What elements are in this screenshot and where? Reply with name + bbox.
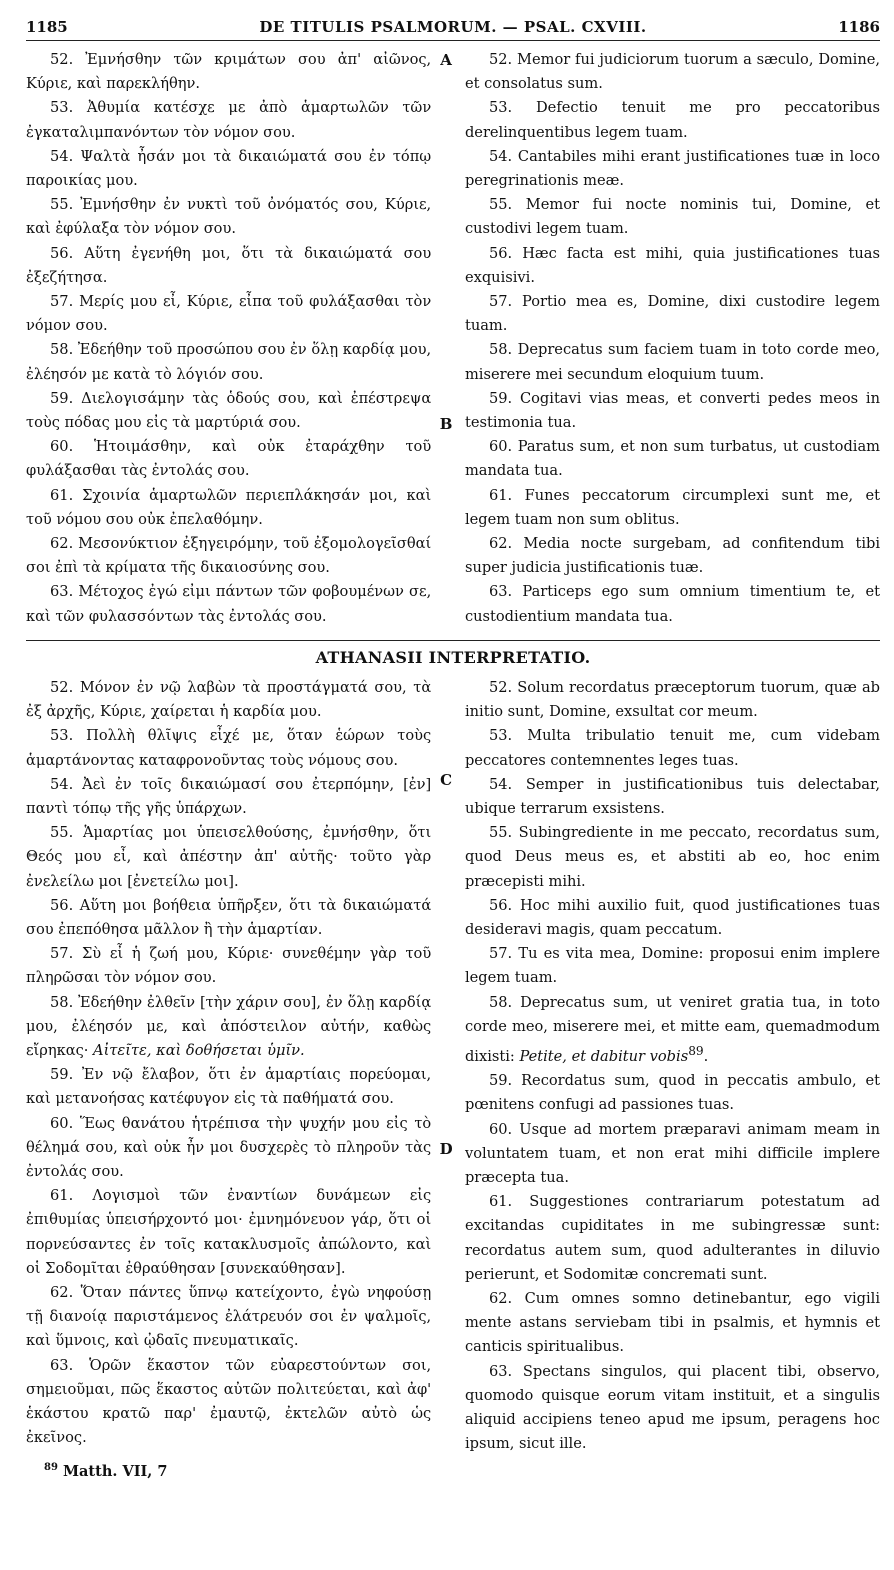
- latin-verse-53: 53. Multa tribulatio tenuit me, cum videbam peccatores contemnentes leges tuas.: [464, 727, 880, 769]
- greek-verse-60: 60. Ἡτοιμάσθην, καὶ οὐκ ἐταράχθην τοῦ φυλάξασθαι τὰς ἐντολάς σου.: [26, 438, 432, 480]
- latin-verse-55: 55. Subingrediente in me peccato, recordatus sum, quod Deus meus es, et abstiti ab eo, hoc enim præcepisti mihi.: [464, 824, 880, 890]
- running-header: [26, 16, 880, 38]
- latin-verse-56: 56. Hæc facta est mihi, quia justificationes tuas exquisivi.: [464, 244, 880, 286]
- header-title: DE TITULIS PSALMORUM. — PSAL. CXVIII.: [259, 18, 647, 36]
- latin-verse-60: 60. Paratus sum, et non sum turbatus, ut custodiam mandata tua.: [464, 438, 880, 480]
- latin-verse-58-end: .: [703, 1047, 709, 1065]
- greek-verse-53: 53. Ἀθυμία κατέσχε με ἀπὸ ἁμαρτωλῶν τῶν ἐγκαταλιμπανόντων τὸν νόμον σου.: [26, 99, 432, 141]
- greek-verse-54: 54. Ψαλτὰ ἦσάν μοι τὰ δικαιώματά σου ἐν τόπῳ παροικίας μου.: [26, 147, 432, 190]
- latin-verse-55: 55. Memor fui nocte nominis tui, Domine, et custodivi legem tuam.: [464, 196, 880, 238]
- section-rule: [26, 640, 880, 641]
- latin-verse-58: [465, 991, 880, 1069]
- greek-column-athanasius: [26, 676, 439, 1451]
- margin-markers: [439, 48, 453, 436]
- greek-verse-55: 55. Ἁμαρτίας μοι ὑπεισελθούσης, ἐμνήσθην, ὅτι Θεός μου εἶ, καὶ ἀπέστην ἀπ' αὐτῆς· τοῦτο γὰρ ἐνελείλω μοι [ἐνετείλω μοι].: [26, 824, 432, 890]
- greek-verse-58-text: 58. Ἐδεήθην ἐλθεῖν [τὴν χάριν σου], ἐν ὅλῃ καρδίᾳ μου, ἐλέησόν με, καὶ ἀπόστειλον αὐτήν, καθὼς εἴρηκας·: [26, 993, 432, 1060]
- latin-verse-63: 63. Particeps ego sum omnium timentium te, et custodientium mandata tua.: [464, 583, 880, 625]
- greek-verse-57: 57. Μερίς μου εἶ, Κύριε, εἶπα τοῦ φυλάξασθαι τὸν νόμον σου.: [26, 293, 432, 335]
- latin-verse-62: 62. Cum omnes somno detinebantur, ego vigili mente astans serviebam tibi in psalmis, et hymnis et canticis spiritualibus.: [464, 1289, 880, 1356]
- latin-verse-54: 54. Cantabiles mihi erant justificationes tuæ in loco peregrinationis meæ.: [464, 147, 880, 190]
- greek-verse-53: 53. Πολλὴ θλῖψις εἶχέ με, ὅταν ἑώρων τοὺς ἁμαρτάνοντας καταφρονοῦντας τοὺς νόμους σου.: [26, 727, 432, 769]
- greek-verse-59: 59. Ἐν νῷ ἔλαβον, ὅτι ἐν ἁμαρτίαις πορεύομαι, καὶ μετανοήσας κατέφυγον εἰς τὰ παθήματά σου.: [26, 1066, 432, 1108]
- latin-verse-61: 61. Funes peccatorum circumplexi sunt me, et legem tuam non sum oblitus.: [464, 486, 880, 528]
- latin-verse-59: 59. Recordatus sum, quod in peccatis ambulo, et pœnitens confugi ad passiones tuas.: [464, 1072, 880, 1114]
- greek-verse-55: 55. Ἐμνήσθην ἐν νυκτὶ τοῦ ὀνόματός σου, Κύριε, καὶ ἐφύλαξα τὸν νόμον σου.: [26, 196, 432, 238]
- latin-verse-58-text: 58. Deprecatus sum, ut veniret gratia tua, in toto corde meo, miserere mei, et mitte eam, quemadmodum dixisti:: [464, 993, 880, 1065]
- greek-verse-63: 63. Μέτοχος ἐγώ εἰμι πάντων τῶν φοβουμένων σε, καὶ τῶν φυλασσόντων τὰς ἐντολάς σου.: [26, 583, 432, 625]
- greek-verse-62: 62. Μεσονύκτιον ἐξηγειρόμην, τοῦ ἐξομολογεῖσθαί σοι ἐπὶ τὰ κρίματα τῆς δικαιοσύνης σου.: [26, 535, 432, 577]
- latin-verse-52: 52. Solum recordatus præceptorum tuorum, quæ ab initio sunt, Domine, exsultat cor meum.: [464, 679, 880, 721]
- greek-verse-62: 62. Ὅταν πάντες ὕπνῳ κατείχοντο, ἐγὼ νηφούσῃ τῇ διανοίᾳ παριστάμενος ἐλάτρευόν σοι ἐν ψαλμοῖς, καὶ ὕμνοις, καὶ ᾠδαῖς πνευματικαῖς.: [26, 1284, 432, 1350]
- latin-verse-53: 53. Defectio tenuit me pro peccatoribus derelinquentibus legem tuam.: [464, 99, 880, 141]
- page-number-left: 1185: [26, 18, 68, 36]
- greek-verse-52: 52. Ἐμνήσθην τῶν κριμάτων σου ἀπ' αἰῶνος, Κύριε, καὶ παρεκλήθην.: [26, 51, 432, 93]
- footnote-text: Matth. VII, 7: [62, 1462, 168, 1480]
- latin-verse-60: 60. Usque ad mortem præparavi animam meam in voluntatem tuam, et non erat mihi difficile implere præcepta tua.: [464, 1120, 880, 1186]
- greek-verse-58: 58. Ἐδεήθην τοῦ προσώπου σου ἐν ὅλῃ καρδίᾳ μου, ἐλέησόν με κατὰ τὸ λόγιόν σου.: [26, 341, 432, 383]
- greek-verse-61: 61. Σχοινία ἁμαρτωλῶν περιεπλάκησάν μοι, καὶ τοῦ νόμου σου οὐκ ἐπελαθόμην.: [26, 486, 432, 528]
- psalm-section-athanasius: [26, 676, 880, 1456]
- latin-verse-57: 57. Portio mea es, Domine, dixi custodire legem tuam.: [464, 293, 880, 335]
- greek-verse-59: 59. Διελογισάμην τὰς ὁδούς σου, καὶ ἐπέστρεψα τοὺς πόδας μου εἰς τὰ μαρτύριά σου.: [26, 389, 432, 432]
- greek-verse-57: 57. Σὺ εἶ ἡ ζωή μου, Κύριε· συνεθέμην γὰρ τοῦ πληρῶσαι τὸν νόμον σου.: [26, 945, 432, 987]
- greek-verse-63: 63. Ὁρῶν ἕκαστον τῶν εὐαρεστούντων σοι, σημειοῦμαι, πῶς ἕκαστος αὐτῶν πολιτεύεται, καὶ ἀφ' ἑκάστου κρατῶ παρ' ἐμαυτῷ, ἐκτελῶν αὐτὸ ὡς ἐκεῖνος.: [26, 1356, 432, 1447]
- latin-verse-54: 54. Semper in justificationibus tuis delectabar, ubique terrarum exsistens.: [464, 775, 880, 818]
- psalm-section-septuagint: [26, 48, 880, 629]
- latin-verse-59: 59. Cogitavi vias meas, et converti pedes meos in testimonia tua.: [464, 389, 880, 432]
- footnote-number: 89: [44, 1462, 58, 1473]
- section-heading: ATHANASII INTERPRETATIO.: [315, 648, 591, 667]
- margin-marker-d: D: [439, 1140, 453, 1159]
- latin-column-athanasius: [453, 676, 880, 1456]
- latin-verse-63: 63. Spectans singulos, qui placent tibi, observo, quomodo quisque eorum vitam instituit, et a singulis aliquid accipiens teneo apud me ipsum, peragens hoc ipsum, sicut ille.: [464, 1362, 880, 1453]
- greek-verse-58: [26, 991, 431, 1064]
- latin-verse-58: 58. Deprecatus sum faciem tuam in toto corde meo, miserere mei secundum eloquium tuum.: [464, 341, 880, 383]
- greek-verse-56: 56. Αὕτη ἐγενήθη μοι, ὅτι τὰ δικαιώματά σου ἐξεζήτησα.: [26, 244, 432, 286]
- greek-verse-52: 52. Μόνον ἐν νῷ λαβὼν τὰ προστάγματά σου, τὰ ἐξ ἀρχῆς, Κύριε, χαίρεται ἡ καρδία μου.: [26, 679, 432, 721]
- greek-verse-61: 61. Λογισμοὶ τῶν ἐναντίων δυνάμεων εἰς ἐπιθυμίας ὑπεισήρχοντό μοι· ἐμνημόνευον γάρ, ὅτι οἱ πορνεύσαντες ἐν τοῖς κατακλυσμοῖς ἀπώλοντο, καὶ οἱ Σοδομῖται ἐθραύθησαν [συνεκαύθησαν].: [26, 1187, 432, 1277]
- margin-marker-c: C: [440, 771, 453, 789]
- margin-marker-a: A: [440, 51, 452, 69]
- greek-column: [26, 48, 439, 629]
- margin-marker-b: B: [439, 415, 453, 434]
- latin-verse-52: 52. Memor fui judiciorum tuorum a sæculo, Domine, et consolatus sum.: [464, 51, 880, 93]
- margin-markers-athanasius: [439, 676, 453, 1161]
- latin-column: [453, 48, 880, 629]
- header-rule: [26, 40, 880, 41]
- greek-verse-54: 54. Ἀεὶ ἐν τοῖς δικαιώμασί σου ἐτερπόμην, [ἐν] παντὶ τόπῳ τῆς γῆς ὑπάρχων.: [26, 775, 432, 818]
- latin-verse-62: 62. Media nocte surgebam, ad confitendum tibi super judicia justificationis tuæ.: [464, 535, 880, 577]
- latin-verse-57: 57. Tu es vita mea, Domine: proposui enim implere legem tuam.: [464, 945, 880, 987]
- latin-verse-56: 56. Hoc mihi auxilio fuit, quod justificationes tuas desideravi magis, quam peccatum.: [464, 896, 880, 939]
- latin-verse-61: 61. Suggestiones contrariarum potestatum ad excitandas cupiditates in me subingressæ sunt: recordatus autem sum, quod adulterantes in diluvio perierunt, et Sodomitæ concremati sunt.: [464, 1193, 880, 1283]
- greek-verse-56: 56. Αὕτη μοι βοήθεια ὑπῆρξεν, ὅτι τὰ δικαιώματά σου ἐπεπόθησα μᾶλλον ἢ τὴν ἁμαρτίαν.: [26, 896, 432, 939]
- greek-verse-58-quote: Αἰτεῖτε, καὶ δοθήσεται ὑμῖν.: [93, 1042, 305, 1060]
- footnote-ref[interactable]: 89: [688, 1044, 704, 1059]
- greek-verse-60: 60. Ἕως θανάτου ἡτρέπισα τὴν ψυχήν μου εἰς τὸ θέλημά σου, καὶ οὐκ ἦν μοι δυσχερὲς τὸ πληροῦν τὰς ἐντολάς σου.: [26, 1114, 432, 1181]
- page-number-right: 1186: [838, 18, 880, 36]
- footnote: [44, 1462, 167, 1480]
- latin-verse-58-quote: Petite, et dabitur vobis: [519, 1047, 689, 1065]
